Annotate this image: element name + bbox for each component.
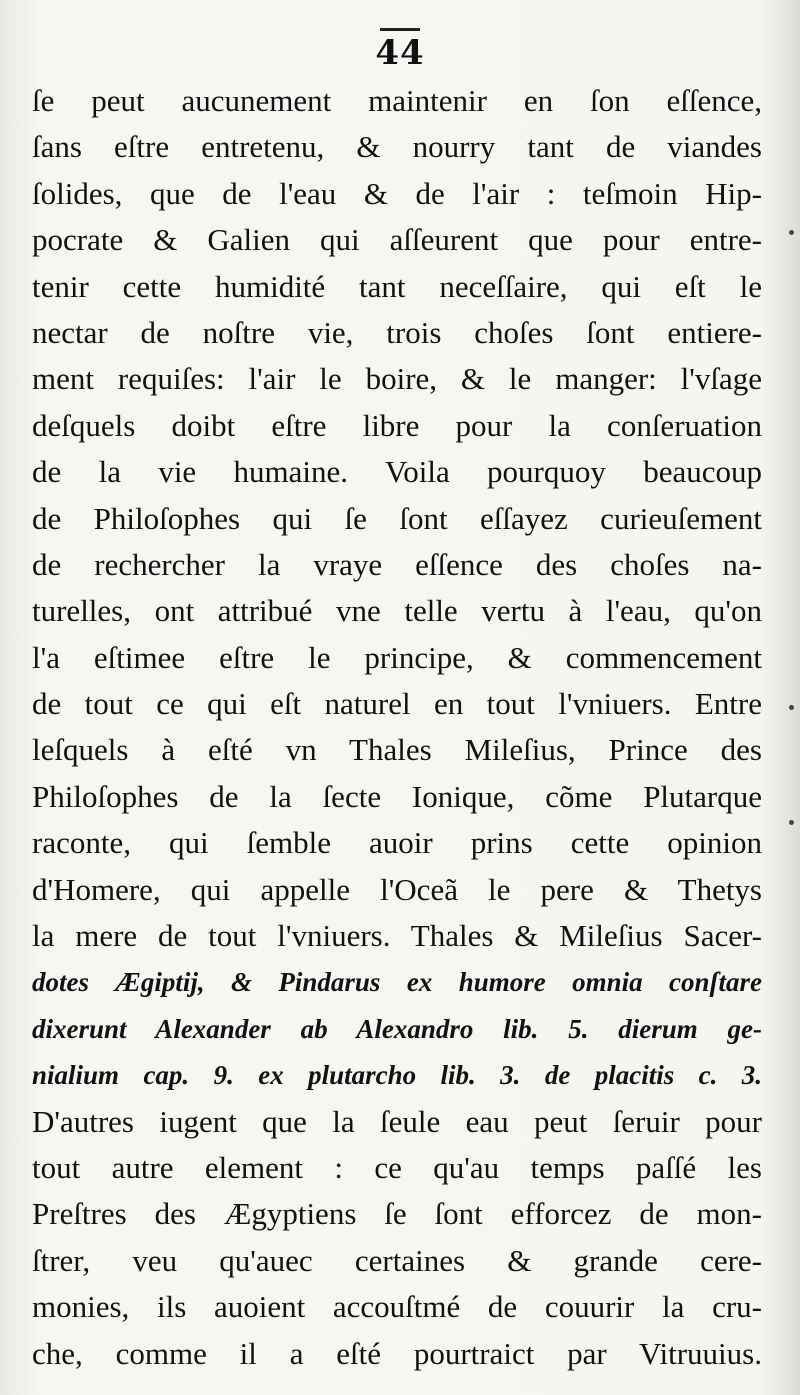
text-line: pocrate & Galien qui aſſeurent que pour entre- [32,222,762,258]
text-line: che, comme il a eſté pourtraict par Vitruuius. [32,1335,762,1371]
margin-speck [789,705,794,710]
body-text [32,78,762,1377]
citation-line: dixerunt Alexander ab Alexandro lib. 5. dierum ge- [32,1013,762,1044]
margin-speck [789,820,794,825]
text-line: Preſtres des Ægyptiens ſe ſont efforcez de mon- [32,1196,762,1232]
text-line: la mere de tout l'vniuers. Thales & Mileſius Sacer- [32,918,762,954]
text-line: turelles, ont attribué vne telle vertu à l'eau, qu'on [32,593,762,629]
text-line: ment requiſes: l'air le boire, & le manger: l'vſage [32,361,762,397]
text-line: monies, ils auoient accouſtmé de couurir la cru- [32,1289,762,1325]
page-number: 44 [0,28,800,73]
citation-line: nialium cap. 9. ex plutarcho lib. 3. de placitis c. 3. [32,1060,762,1091]
text-line: de rechercher la vraye eſſence des choſes na- [32,546,762,582]
text-line: de Philoſophes qui ſe ſont eſſayez curieuſement [32,500,762,536]
text-line: de la vie humaine. Voila pourquoy beaucoup [32,454,762,490]
text-line: Philoſophes de la ſecte Ionique, cõme Plutarque [32,778,762,814]
text-line: deſquels doibt eſtre libre pour la conſeruation [32,407,762,443]
text-line: ſtrer, veu qu'auec certaines & grande cere- [32,1242,762,1278]
text-line: ſe peut aucunement maintenir en ſon eſſence, [32,83,762,118]
text-line: d'Homere, qui appelle l'Oceã le pere & Thetys [32,871,762,907]
margin-speck [789,230,794,235]
text-line: ſans eſtre entretenu, & nourry tant de viandes [32,129,762,165]
text-line: leſquels à eſté vn Thales Mileſius, Prince des [32,732,762,768]
text-line: de tout ce qui eſt naturel en tout l'vniuers. Entre [32,686,762,722]
text-line: ſolides, que de l'eau & de l'air : teſmoin Hip- [32,175,762,211]
text-line: tout autre element : ce qu'au temps paſſé les [32,1149,762,1185]
text-line: raconte, qui ſemble auoir prins cette opinion [32,825,762,861]
text-line: nectar de noſtre vie, trois choſes ſont entiere- [32,314,762,350]
text-line: D'autres iugent que la ſeule eau peut ſeruir pour [32,1103,762,1139]
text-line: tenir cette humidité tant neceſſaire, qui eſt le [32,268,762,304]
citation-line: dotes Ægiptij, & Pindarus ex humore omnia conſtare [32,967,762,998]
text-line: l'a eſtimee eſtre le principe, & commencement [32,639,762,675]
